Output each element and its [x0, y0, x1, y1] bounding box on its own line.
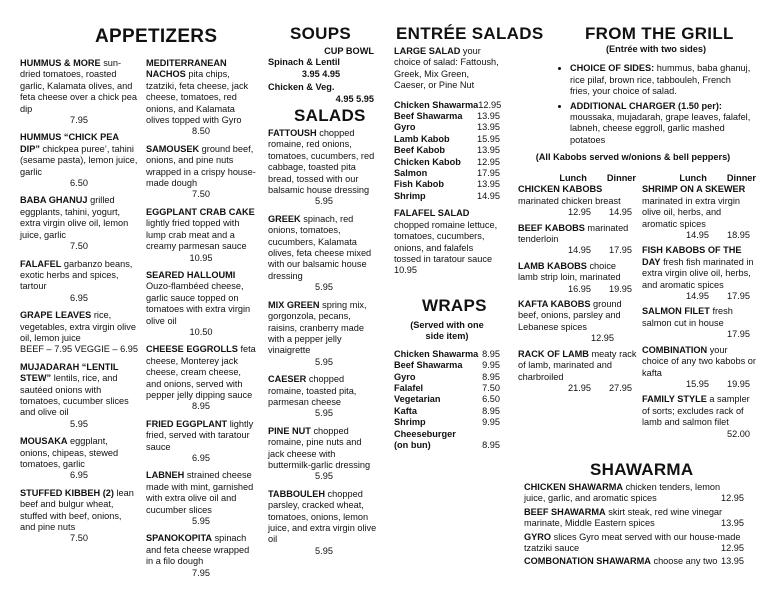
item-price: 8.50	[192, 126, 210, 137]
item-name: GYRO	[524, 531, 552, 542]
item-name: FAMILY STYLE	[642, 394, 707, 405]
menu-item	[268, 300, 380, 368]
item-desc: choose any two	[650, 556, 718, 567]
menu-row	[394, 394, 500, 405]
shawarma-list	[524, 482, 744, 570]
large-salad-name: LARGE SALAD	[394, 46, 461, 56]
item-name: GRAPE LEAVES	[20, 310, 92, 321]
item-price: 13.95	[477, 179, 500, 190]
dinner-price: 14.95	[609, 207, 632, 218]
item-price: 13.95	[477, 122, 500, 133]
item-name: FISH KABOBS OF THE DAY	[642, 245, 742, 267]
item-desc: spring mix, gorgonzola, pecans, raisins, cranberry made with a pepper jelly vinaigrette	[268, 299, 367, 356]
dinner-price: 19.95	[727, 378, 750, 389]
item-name: Gyro	[394, 122, 416, 133]
dinner-price: 52.00	[727, 428, 750, 439]
item-desc: eggplant, onions, chipeas, stewed tomatoes, garlic	[20, 436, 119, 469]
lunch-price: 12.95	[591, 333, 614, 344]
falafel-salad-price: 10.95	[394, 265, 417, 276]
item-price: 5.95	[315, 196, 333, 207]
item-price: 7.50	[70, 533, 88, 544]
item-price: 8.95	[482, 440, 500, 451]
grill-item	[518, 261, 638, 295]
appetizers-title: APPETIZERS	[95, 26, 218, 47]
item-desc: lightly fried, served with taratour sauce	[146, 418, 254, 452]
item-name: FATTOUSH	[268, 128, 317, 138]
item-price: 6.50	[70, 178, 88, 189]
menu-item	[268, 374, 380, 420]
sides-bullet	[570, 63, 752, 97]
price-row	[518, 383, 638, 394]
item-desc: a sampler of sorts; excludes rack of lamb and salmon filet	[642, 394, 750, 428]
lunch-price: 14.95	[568, 245, 591, 256]
menu-row	[394, 111, 500, 122]
item-price: 6.95	[192, 453, 210, 463]
item-name: SALMON FILET	[642, 306, 710, 317]
menu-row	[394, 372, 500, 383]
item-name: SEARED HALLOUMI	[146, 269, 236, 280]
price-row	[518, 284, 638, 295]
item-name: BEEF KABOBS	[518, 222, 585, 233]
item-desc: Ouzo-flambéed cheese, garlic sauce topped on tomatoes with extra virgin olive oil	[146, 281, 251, 326]
dinner-price: 18.95	[727, 230, 750, 241]
item-name: KAFTA KABOBS	[518, 299, 591, 310]
salads-list	[268, 128, 380, 563]
appetizers-col-2	[146, 58, 256, 585]
large-salad-desc: your choice of salad: Fattoush, Greek, Mix Green, Caeser, or Pine Nut	[394, 46, 499, 91]
item-name: COMBINATION	[642, 344, 708, 355]
item-price: 5.95	[315, 356, 333, 367]
soup-name: Spinach & Lentil	[268, 57, 340, 68]
item-desc: spinach and feta cheese wrapped in a filo dough	[146, 533, 250, 567]
item-name: MUJADARAH “LENTIL STEW”	[20, 361, 119, 384]
item-price: 9.95	[482, 417, 500, 428]
wraps-list	[394, 320, 500, 451]
item-name: CHEESE EGGROLLS	[146, 344, 238, 355]
menu-row	[394, 417, 500, 428]
item-desc: sun-dried tomatoes, roasted garlic, Kalamata olives, and feta cheese over a chick pea dip	[20, 58, 137, 114]
item-name: MEDITERRANEAN NACHOS	[146, 58, 227, 80]
menu-item	[146, 58, 256, 138]
price-row	[518, 333, 638, 344]
item-desc: fresh salmon cut in house	[642, 306, 733, 328]
item-name: SHRIMP ON A SKEWER	[642, 184, 746, 195]
soups-title: SOUPS	[290, 24, 352, 43]
item-name: Shrimp	[394, 190, 426, 201]
item-name: HUMMUS “CHICK PEA DIP”	[20, 132, 119, 154]
item-price: 13.95	[721, 556, 744, 567]
item-name: STUFFED KIBBEH (2)	[20, 487, 114, 498]
item-name: Lamb Kabob	[394, 133, 450, 144]
item-desc: choice lamb strip loin, marinated	[518, 260, 621, 283]
menu-row	[394, 429, 500, 452]
item-price: 5.95	[315, 545, 333, 556]
sides-bullet-name: CHOICE OF SIDES:	[570, 63, 655, 74]
item-name: Kafta	[394, 405, 417, 416]
sides-bullet-desc: hummus, baba ghanuj, rice pilaf, brown rice, tabbouleh, French fries, your choice of salad.	[570, 63, 751, 97]
item-desc: grilled eggplants, tahini, yogurt, extra virgin olive oil, lemon juice, garlic	[20, 195, 129, 240]
item-desc: lean beef and bulgur wheat, stuffed with beef, onions, and pine nuts	[20, 487, 134, 533]
item-name: Beef Shawarma	[394, 360, 463, 371]
item-desc: chickpea puree’, tahini (sesame pasta), lemon juice, garlic	[20, 143, 138, 177]
item-price: 8.95	[192, 401, 210, 412]
item-name: RACK OF LAMB	[518, 348, 589, 359]
menu-item	[146, 470, 256, 527]
dinner-price: 17.95	[727, 329, 750, 340]
dinner-price: 17.95	[727, 291, 750, 302]
item-price: 5.95	[315, 282, 333, 293]
item-desc: ground beef, onions, parsley and Lebanese spices	[518, 299, 622, 332]
menu-item	[20, 259, 138, 305]
grill-item	[642, 306, 756, 340]
item-price: 12.95	[477, 156, 500, 167]
menu-item	[146, 270, 256, 338]
shawarma-title: SHAWARMA	[590, 460, 694, 479]
menu-item	[20, 436, 138, 482]
charge-bullet-name: ADDITIONAL CHARGER (1.50 per):	[570, 100, 722, 111]
grill-item	[642, 394, 756, 440]
item-desc: fresh fish marinated in extra virgin olive oil, herbs, and aromatic spices	[642, 256, 754, 290]
menu-row	[394, 100, 500, 111]
menu-item	[146, 207, 256, 264]
grill-header-left	[518, 173, 638, 184]
item-desc: pita chips, tzatziki, feta cheese, jack cheese, tomatoes, red onions, and Kalamata olives topped with Gyro	[146, 69, 249, 126]
shawarma-item	[524, 482, 744, 505]
menu-row	[394, 134, 500, 145]
grill-subtitle: (Entrée with two sides)	[605, 44, 707, 54]
item-price: 13.95	[721, 518, 744, 529]
item-desc: rice, vegetables, extra virgin olive oil, lemon juice	[20, 310, 136, 343]
item-desc: chopped romaine, red onions, tomatoes, cucumbers, red cabbage, toasted pita bread, tossed with our balsamic house dressing	[268, 128, 375, 196]
item-desc: marinated chicken breast	[518, 195, 621, 206]
grill-item	[518, 349, 638, 395]
item-price: 6.95	[70, 292, 88, 303]
item-desc: marinated tenderloin	[518, 222, 629, 245]
grill-item	[642, 345, 756, 391]
item-desc: meaty rack of lamb, marinated and charbroiled	[518, 348, 637, 382]
item-price: 5.95	[315, 471, 333, 482]
menu-row	[394, 406, 500, 417]
item-price: 6.50	[482, 394, 500, 405]
lunch-price: 14.95	[686, 291, 709, 302]
item-name: Gyro	[394, 371, 416, 382]
soups-header: CUP BOWL	[324, 46, 374, 56]
lunch-label: Lunch	[679, 173, 707, 183]
item-name: SPANOKOPITA	[146, 533, 213, 544]
item-price: 12.95	[478, 99, 502, 110]
item-price: BEEF – 7.95 VEGGIE – 6.95	[20, 344, 138, 355]
price-row	[518, 245, 638, 256]
grill-col-right	[642, 173, 756, 444]
menu-item	[20, 132, 138, 189]
falafel-salad-name: FALAFEL SALAD	[394, 208, 470, 219]
shawarma-item	[524, 507, 744, 530]
item-price: 12.95	[721, 543, 744, 554]
item-desc: feta cheese, Monterey jack cheese, cream cheese, and onions, served with pepper jelly dipping sauce	[146, 344, 256, 400]
lunch-price: 21.95	[568, 382, 591, 393]
item-price: 14.95	[477, 190, 500, 201]
wraps-title: WRAPS	[422, 296, 487, 315]
item-price: 8.95	[482, 348, 500, 359]
item-name: Beef Shawarma	[394, 111, 463, 122]
item-name: BEEF SHAWARMA	[524, 506, 606, 517]
item-name: Vegetarian	[394, 394, 441, 405]
item-desc: your choice of any two kabobs or kafta	[642, 344, 756, 378]
item-price: 8.95	[482, 405, 500, 416]
dinner-label: Dinner	[606, 173, 636, 183]
item-price: 5.95	[192, 516, 210, 527]
grill-item	[518, 299, 638, 345]
price-row	[642, 329, 756, 340]
grill-item	[518, 223, 638, 257]
item-desc: strained cheese made with mint, garnished with extra olive oil and cucumber slices	[146, 470, 254, 515]
lunch-label: Lunch	[559, 173, 587, 183]
item-price: 7.50	[482, 383, 500, 394]
item-name: CHICKEN KABOBS	[518, 184, 603, 195]
menu-row	[394, 191, 500, 202]
item-price: 5.95	[315, 408, 333, 419]
menu-row	[394, 157, 500, 168]
item-name: Shrimp	[394, 417, 426, 428]
menu-item	[20, 195, 138, 252]
item-price: 12.95	[721, 493, 744, 504]
item-name: COMBONATION SHAWARMA	[524, 556, 651, 567]
menu-row	[394, 168, 500, 179]
item-price: 17.95	[477, 168, 500, 179]
item-desc: spinach, red onions, tomatoes, cucumbers, Kalamata olives, feta cheese mixed with our balsamic house dressing	[268, 213, 372, 281]
item-name: Falafel	[394, 383, 424, 394]
menu-row	[394, 145, 500, 156]
item-desc: marinated in extra virgin olive oil, herbs, and aromatic spices	[642, 195, 741, 229]
dinner-price: 17.95	[609, 245, 632, 256]
item-desc: skirt steak, red wine vinegar marinate, Middle Eastern spices	[524, 506, 723, 529]
price-row	[642, 429, 756, 440]
charge-bullet	[570, 101, 752, 147]
menu-row	[394, 122, 500, 133]
menu-item	[146, 419, 256, 465]
item-desc: chicken tenders, lemon juice, garlic, and aromatic spices	[524, 482, 721, 504]
item-name: SAMOUSEK	[146, 143, 200, 154]
item-price: 8.95	[482, 371, 500, 382]
item-name: EGGPLANT CRAB CAKE	[146, 206, 255, 217]
menu-item	[268, 128, 380, 208]
menu-item	[20, 362, 138, 430]
price-row	[642, 291, 756, 302]
menu-item	[20, 488, 138, 545]
grill-intro	[520, 44, 752, 164]
menu-row	[394, 179, 500, 190]
item-desc: lightly fried topped with lump crab meat and a creamy parmesan sauce	[146, 218, 247, 252]
item-price: 10.95	[189, 252, 213, 263]
price-row	[642, 230, 756, 241]
item-price: 13.95	[477, 145, 500, 156]
falafel-salad-desc: chopped romaine lettuce, tomatoes, cucumbers, onions, and falafels tossed in taratour sauce	[394, 219, 498, 264]
item-name: PINE NUT	[268, 425, 311, 436]
grill-item	[518, 184, 638, 218]
menu-item	[268, 214, 380, 294]
item-price: 7.50	[70, 241, 88, 252]
item-name: GREEK	[268, 213, 301, 224]
lunch-price: 15.95	[686, 378, 709, 389]
menu-item	[268, 489, 380, 557]
dinner-price: 27.95	[609, 382, 632, 393]
item-desc: lentils, rice, and sautéed onions with tomatoes, cucumber slices and olive oil	[20, 373, 129, 418]
price-row	[642, 379, 756, 390]
shawarma-item	[524, 556, 744, 567]
item-price: 7.95	[70, 115, 88, 126]
grill-col-left	[518, 173, 638, 398]
item-price: 13.95	[477, 111, 500, 122]
grill-header-right	[642, 173, 756, 184]
item-name: Cheeseburger (on bun)	[394, 428, 456, 451]
item-name: Beef Kabob	[394, 145, 446, 156]
shawarma-item	[524, 532, 744, 555]
menu-item	[268, 426, 380, 483]
salads-title: SALADS	[294, 106, 366, 125]
soups-list	[268, 46, 374, 105]
item-name: Salmon	[394, 168, 428, 179]
item-name: Chicken Kabob	[394, 156, 461, 167]
dinner-label: Dinner	[726, 173, 756, 183]
item-name: CAESER	[268, 374, 307, 385]
item-name: Chicken Shawarma	[394, 348, 479, 359]
menu-item	[146, 344, 256, 412]
menu-item	[146, 144, 256, 201]
item-name: Fish Kabob	[394, 179, 445, 190]
kabob-note: (All Kabobs served w/onions & bell peppers)	[535, 152, 731, 163]
wraps-subtitle: (Served with one side item)	[410, 320, 484, 342]
item-name: Chicken Shawarma	[394, 99, 479, 110]
entree-salads-title: ENTRÉE SALADS	[396, 24, 544, 43]
item-name: LAMB KABOBS	[518, 260, 587, 271]
item-name: CHICKEN SHAWARMA	[524, 482, 624, 492]
item-name: BABA GHANUJ	[20, 195, 88, 206]
item-price: 7.50	[192, 189, 210, 200]
item-name: LABNEH	[146, 470, 185, 481]
grill-title: FROM THE GRILL	[585, 24, 734, 43]
menu-row	[394, 383, 500, 394]
lunch-price: 16.95	[568, 283, 591, 294]
item-price: 7.95	[192, 567, 210, 578]
item-name: MOUSAKA	[20, 436, 68, 447]
item-price: 5.95	[70, 418, 88, 429]
item-desc: chopped parsley, cracked wheat, tomatoes, onions, lemon juice, and extra virgin olive oil	[268, 488, 377, 545]
item-desc: chopped romaine, toasted pita, parmesan cheese	[268, 374, 357, 407]
item-price: 15.95	[477, 133, 500, 144]
menu-row	[394, 349, 500, 360]
grill-item	[642, 245, 756, 302]
item-name: TABBOULEH	[268, 488, 325, 499]
falafel-salad	[394, 208, 500, 276]
lunch-price: 12.95	[568, 207, 591, 218]
entree-salads-list	[394, 46, 500, 277]
menu-item	[20, 310, 138, 356]
soup-prices: 3.95 4.95	[301, 68, 341, 79]
item-name: FRIED EGGPLANT	[146, 418, 228, 429]
grill-item	[642, 184, 756, 241]
item-desc: chopped romaine, pine nuts and jack cheese with buttermilk-garlic dressing	[268, 425, 371, 470]
price-row	[518, 207, 638, 218]
soup-name: Chicken & Veg.	[268, 82, 335, 93]
item-name: HUMMUS & MORE	[20, 58, 101, 68]
item-name: MIX GREEN	[268, 299, 320, 310]
menu-item	[146, 533, 256, 579]
appetizers-col-1	[20, 58, 138, 551]
item-desc: garbanzo beans, exotic herbs and spices, tartour	[20, 258, 133, 292]
large-salad	[394, 46, 500, 92]
charge-bullet-desc: moussaka, mujadarah, grape leaves, falafel, labneh, cheese eggroll, garlic mashed potatoes	[570, 112, 751, 145]
dinner-price: 19.95	[609, 283, 632, 294]
item-name: FALAFEL	[20, 258, 62, 269]
item-desc: slices Gyro meat served with our house-made tzatziki sauce	[524, 531, 741, 554]
item-price: 10.50	[189, 326, 213, 337]
item-desc: ground beef, onions, and pine nuts wrapped in a crispy house-made dough	[146, 143, 256, 189]
soup-prices: 4.95 5.95	[335, 93, 374, 104]
menu-row	[394, 360, 500, 371]
item-price: 9.95	[482, 360, 500, 371]
item-price: 6.95	[70, 470, 88, 481]
lunch-price: 14.95	[686, 230, 709, 241]
menu-item	[20, 58, 138, 126]
